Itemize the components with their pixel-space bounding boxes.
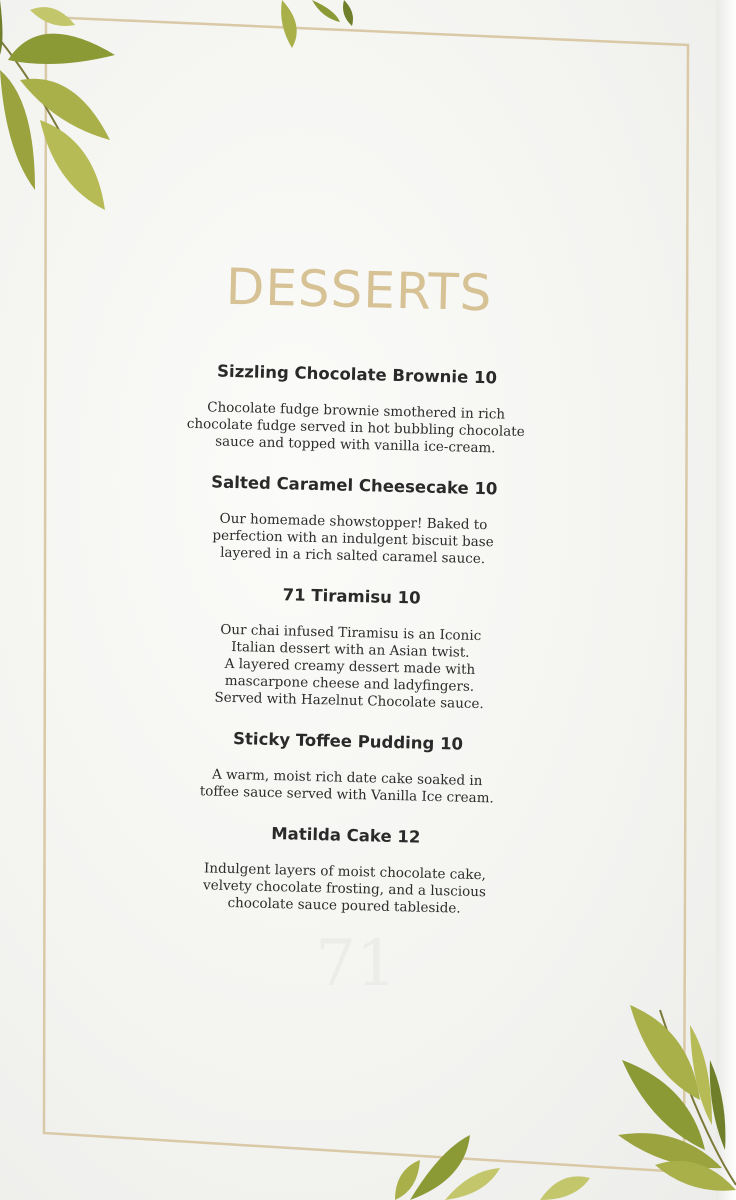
menu-content [63,248,639,943]
menu-item [67,725,629,811]
menu-item-name: Sizzling Chocolate Brownie 10 [216,361,498,388]
section-title: DESSERTS [225,257,494,323]
menu-item [75,358,637,461]
watermark-logo-text: 71 [315,930,397,1001]
menu-item-name: Matilda Cake 12 [271,824,421,847]
menu-item [69,580,632,717]
menu-item-name: Sticky Toffee Pudding 10 [232,729,464,754]
menu-item-description: A warm, moist rich date cake soaked in toffee sauce served with Vanilla Ice cream. [199,766,494,807]
menu-item-name: 71 Tiramisu 10 [282,585,421,608]
menu-item [73,469,635,572]
menu-item-description: Chocolate fudge brownie smothered in rich chocolate fudge served in hot bubbling chocolate sauce and topped with vanilla ice-cream. [186,399,525,457]
leaf-sprig-icon [395,1005,736,1200]
leaf-sprig-icon [0,0,353,210]
menu-item-name: Salted Caramel Cheesecake 10 [211,472,498,499]
menu-item [64,819,626,922]
menu-item-description: Our chai infused Tiramisu is an Iconic Italian dessert with an Asian twist. A layered creamy dessert made with mascarpone cheese and ladyfingers. Served with Hazelnut Chocolate sauce. [214,621,484,713]
menu-item-description: Our homemade showstopper! Baked to perfection with an indulgent biscuit base layered in a rich salted caramel sauce. [212,510,494,568]
menu-item-description: Indulgent layers of moist chocolate cake, velvety chocolate frosting, and a luscious chocolate sauce poured tableside. [202,860,487,917]
